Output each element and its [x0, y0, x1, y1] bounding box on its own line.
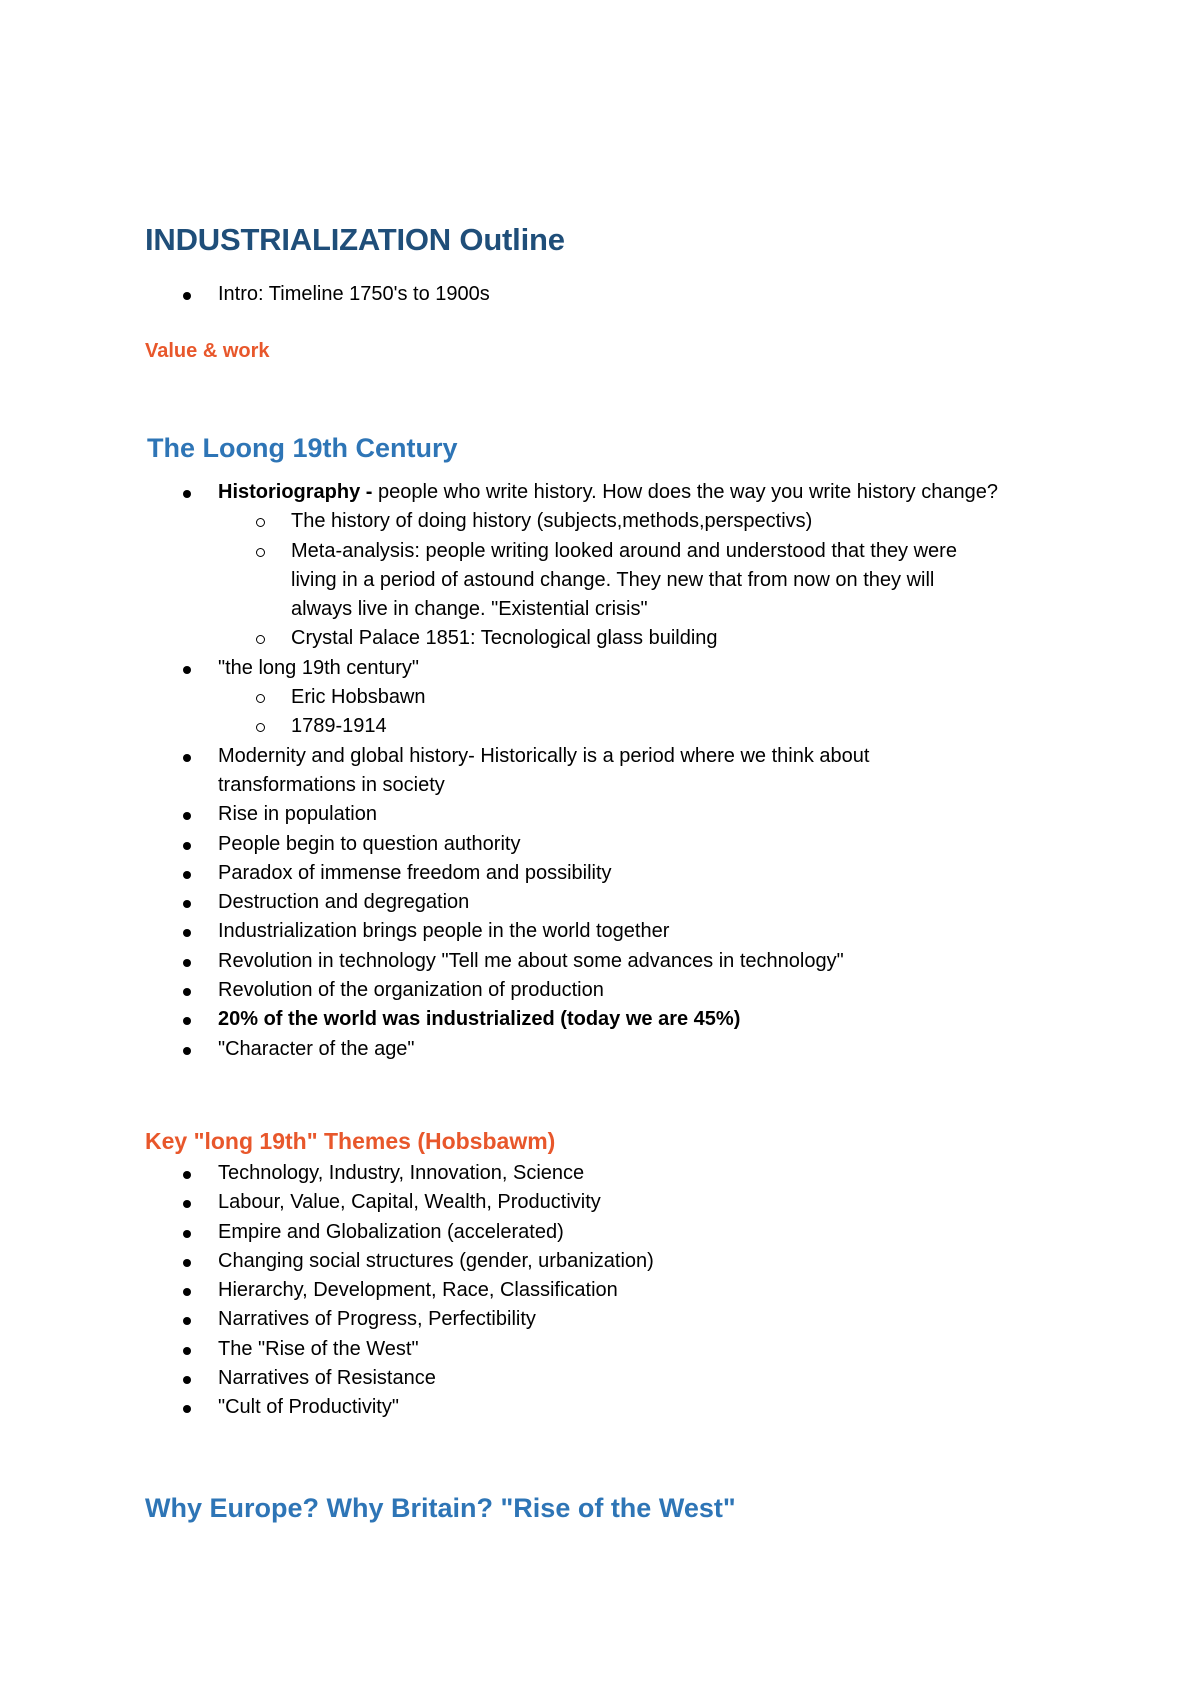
bullet-icon [183, 1405, 191, 1413]
list-item [145, 1335, 1045, 1364]
item-text: Destruction and degregation [218, 891, 470, 914]
item-text: Paradox of immense freedom and possibility [218, 861, 612, 884]
bullet-icon [183, 754, 191, 762]
sub-list-item [145, 507, 1045, 536]
list-item [145, 1393, 1045, 1422]
value-work-heading: Value & work [145, 340, 270, 362]
historiography-text: people who write history. How does the way you write history change? [378, 481, 998, 503]
item-text: Hierarchy, Development, Race, Classification [218, 1279, 618, 1302]
sub-item-text: Eric Hobsbawn [291, 686, 426, 709]
list-item [145, 976, 1045, 1005]
list-item [145, 280, 1045, 309]
item-text: "the long 19th century" [218, 656, 419, 679]
list-item [145, 917, 1045, 946]
item-text: Technology, Industry, Innovation, Science [218, 1162, 585, 1184]
list-item [145, 1218, 1045, 1247]
section-heading-why-europe: Why Europe? Why Britain? "Rise of the West" [145, 1493, 736, 1523]
hollow-bullet-icon [256, 548, 265, 557]
intro-list [145, 280, 1045, 309]
bullet-icon [183, 1347, 191, 1355]
bullet-icon [183, 812, 191, 820]
list-item-bold [145, 1005, 1045, 1034]
bullet-icon [183, 1017, 191, 1025]
item-text: People begin to question authority [218, 832, 521, 855]
document-title: INDUSTRIALIZATION Outline [145, 222, 565, 257]
item-text: Narratives of Progress, Perfectibility [218, 1308, 536, 1331]
bullet-icon [183, 1047, 191, 1055]
list-item [145, 1276, 1045, 1305]
list-item [145, 859, 1045, 888]
item-text: Revolution in technology "Tell me about some advances in technology" [218, 949, 844, 972]
list-item [145, 947, 1045, 976]
sub-item-text: Crystal Palace 1851: Tecnological glass building [291, 627, 718, 650]
section-heading-themes: Key "long 19th" Themes (Hobsbawm) [145, 1128, 556, 1154]
list-item [145, 888, 1045, 917]
item-text: "Character of the age" [218, 1037, 415, 1060]
item-text: Modernity and global history- Historically is a period where we think about transformations in society [218, 744, 870, 796]
hollow-bullet-icon [256, 518, 265, 527]
list-item [145, 1188, 1045, 1217]
sub-list-item [145, 624, 1045, 653]
bullet-icon [183, 1288, 191, 1296]
sub-list-item [145, 712, 1045, 741]
list-item [145, 830, 1045, 859]
list-item [145, 1305, 1045, 1334]
list-item-long-century [145, 654, 1045, 683]
list-item-historiography [145, 478, 1045, 507]
bullet-icon [183, 1200, 191, 1208]
item-text: Rise in population [218, 803, 377, 826]
bullet-icon [183, 988, 191, 996]
themes-list [145, 1159, 1045, 1423]
item-text: Changing social structures (gender, urbanization) [218, 1249, 654, 1272]
sub-list-item [145, 537, 1045, 625]
list-item [145, 742, 1045, 801]
bullet-icon [183, 490, 191, 498]
item-text: "Cult of Productivity" [218, 1396, 399, 1419]
list-item [145, 1035, 1045, 1064]
bullet-icon [183, 929, 191, 937]
sub-item-text: Meta-analysis: people writing looked around and understood that they were living in a period of astound change. They new that from now on they will always live in change. "Existential crisis" [291, 539, 957, 621]
intro-item-text: Intro: Timeline 1750's to 1900s [218, 283, 490, 305]
item-text: Industrialization brings people in the world together [218, 920, 670, 943]
bullet-icon [183, 1171, 191, 1179]
hollow-bullet-icon [256, 694, 265, 703]
list-item [145, 1364, 1045, 1393]
sub-item-text: The history of doing history (subjects,methods,perspectivs) [291, 510, 813, 533]
item-text: Empire and Globalization (accelerated) [218, 1220, 564, 1243]
sub-item-text: 1789-1914 [291, 715, 387, 738]
bullet-icon [183, 871, 191, 879]
long-century-list [145, 478, 1045, 1064]
hollow-bullet-icon [256, 723, 265, 732]
list-item [145, 800, 1045, 829]
item-text: Narratives of Resistance [218, 1367, 436, 1390]
list-item [145, 1159, 1045, 1188]
item-text: Revolution of the organization of production [218, 979, 604, 1002]
bullet-icon [183, 959, 191, 967]
item-text: Labour, Value, Capital, Wealth, Productivity [218, 1191, 601, 1214]
item-text: The "Rise of the West" [218, 1337, 419, 1360]
bullet-icon [183, 292, 191, 300]
bullet-icon [183, 1376, 191, 1384]
item-text: 20% of the world was industrialized (today we are 45%) [218, 1008, 741, 1031]
bullet-icon [183, 1259, 191, 1267]
bullet-icon [183, 1317, 191, 1325]
section-heading-long-century: The Loong 19th Century [147, 433, 458, 463]
bullet-icon [183, 1230, 191, 1238]
bullet-icon [183, 842, 191, 850]
historiography-term: Historiography - [218, 481, 379, 503]
bullet-icon [183, 900, 191, 908]
bullet-icon [183, 666, 191, 674]
sub-list-item [145, 683, 1045, 712]
hollow-bullet-icon [256, 635, 265, 644]
list-item [145, 1247, 1045, 1276]
